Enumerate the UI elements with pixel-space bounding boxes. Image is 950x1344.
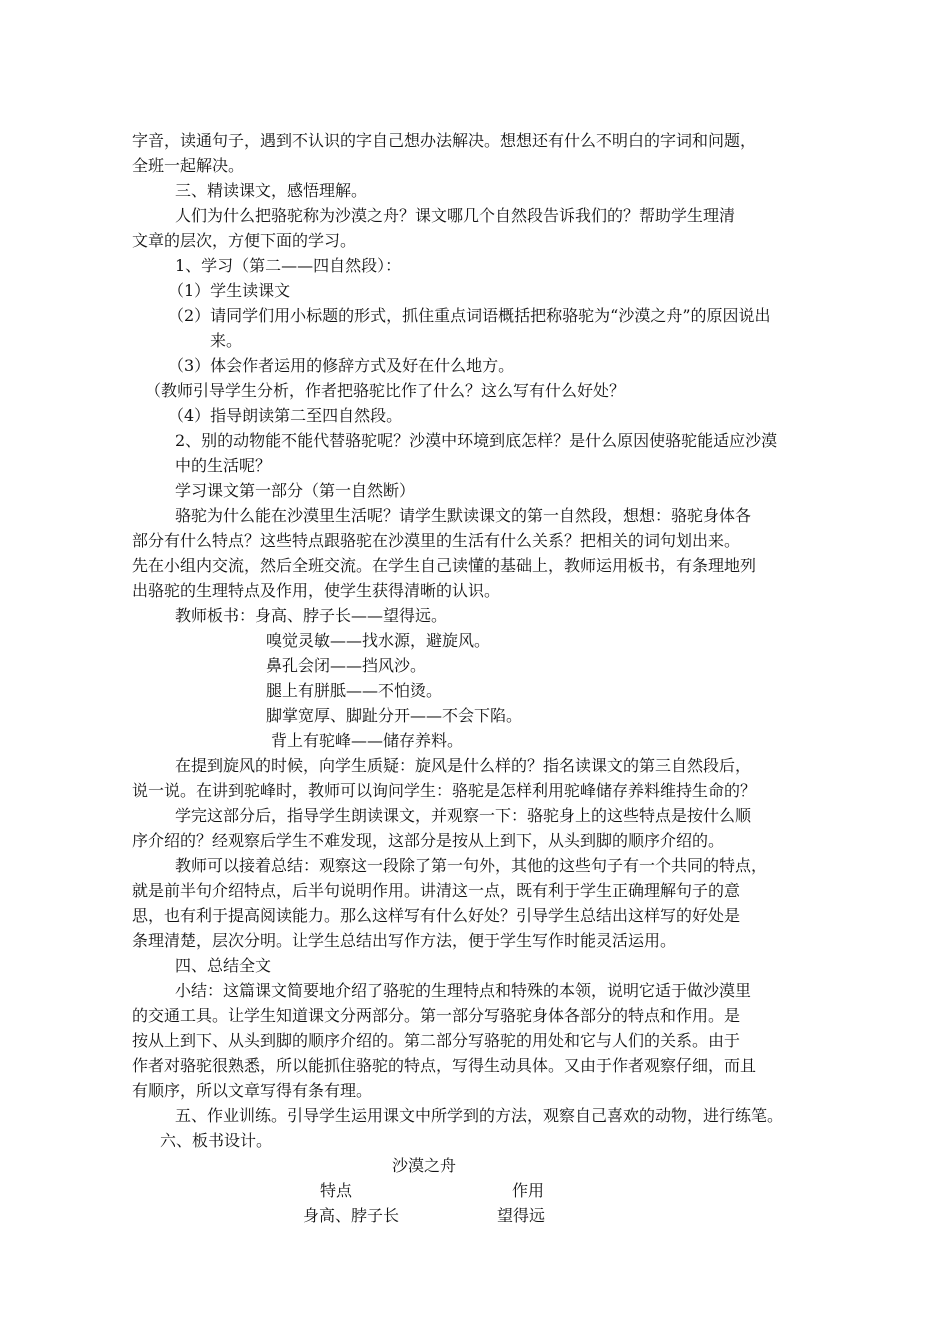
- text-line: （教师引导学生分析，作者把骆驼比作了什么？这么写有什么好处？: [145, 381, 626, 400]
- board-title: 沙漠之舟: [392, 1156, 457, 1175]
- board-line: 教师板书：身高、脖子长——望得远。: [175, 606, 448, 625]
- board-line: 嗅觉灵敏——找水源，避旋风。: [266, 631, 491, 650]
- text-line: 的交通工具。让学生知道课文分两部分。第一部分写骆驼身体各部分的特点和作用。是: [132, 1006, 741, 1025]
- board-line: 鼻孔会闭——挡风沙。: [266, 656, 427, 675]
- board-line: 腿上有胼胝——不怕烫。: [266, 681, 443, 700]
- text-line: 小结：这篇课文简要地介绍了骆驼的生理特点和特殊的本领，说明它适于做沙漠里: [175, 981, 752, 1000]
- text-line: （4）指导朗读第二至四自然段。: [168, 406, 403, 425]
- section-heading: 四、总结全文: [175, 956, 272, 975]
- board-line: 背上有驼峰——储存养料。: [271, 731, 464, 750]
- text-line: 出骆驼的生理特点及作用，使学生获得清晰的认识。: [132, 581, 501, 600]
- text-line: 2、别的动物能不能代替骆驼呢？沙漠中环境到底怎样？是什么原因使骆驼能适应沙漠: [175, 431, 778, 450]
- text-line: 说一说。在讲到驼峰时，教师可以询问学生：骆驼是怎样利用驼峰储存养料维持生命的？: [132, 781, 757, 800]
- text-line: （1）学生读课文: [168, 281, 291, 300]
- text-line: 来。: [210, 331, 243, 350]
- text-line: 1、学习（第二——四自然段）：: [175, 256, 402, 275]
- board-column-header: 特点: [320, 1181, 353, 1200]
- text-line: 按从上到下、从头到脚的顺序介绍的。第二部分写骆驼的用处和它与人们的关系。由于: [132, 1031, 741, 1050]
- text-line: 在提到旋风的时候，向学生质疑：旋风是什么样的？指名读课文的第三自然段后，: [175, 756, 752, 775]
- text-line: 骆驼为什么能在沙漠里生活呢？请学生默读课文的第一自然段，想想：骆驼身体各: [175, 506, 752, 525]
- text-line: 序介绍的？经观察后学生不难发现，这部分是按从上到下，从头到脚的顺序介绍的。: [132, 831, 725, 850]
- text-line: 作者对骆驼很熟悉，所以能抓住骆驼的特点，写得生动具体。又由于作者观察仔细，而且: [132, 1056, 757, 1075]
- text-line: 部分有什么特点？这些特点跟骆驼在沙漠里的生活有什么关系？把相关的词句划出来。: [132, 531, 741, 550]
- text-line: 中的生活呢？: [175, 456, 272, 475]
- section-heading: 六、板书设计。: [160, 1131, 273, 1150]
- board-cell: 身高、脖子长: [303, 1206, 400, 1225]
- text-line: 就是前半句介绍特点，后半句说明作用。讲清这一点，既有利于学生正确理解句子的意: [132, 881, 741, 900]
- text-line: 人们为什么把骆驼称为沙漠之舟？课文哪几个自然段告诉我们的？帮助学生理清: [175, 206, 736, 225]
- text-line: 字音，读通句子，遇到不认识的字自己想办法解决。想想还有什么不明白的字词和问题，: [132, 131, 757, 150]
- board-line: 脚掌宽厚、脚趾分开——不会下陷。: [266, 706, 523, 725]
- section-heading: 五、作业训练。引导学生运用课文中所学到的方法，观察自己喜欢的动物，进行练笔。: [175, 1106, 784, 1125]
- text-line: 文章的层次，方便下面的学习。: [132, 231, 357, 250]
- text-line: 学完这部分后，指导学生朗读课文，并观察一下：骆驼身上的这些特点是按什么顺: [175, 806, 752, 825]
- text-line: 教师可以接着总结：观察这一段除了第一句外，其他的这些句子有一个共同的特点，: [175, 856, 768, 875]
- board-column-header: 作用: [512, 1181, 545, 1200]
- text-line: 学习课文第一部分（第一自然断）: [175, 481, 416, 500]
- text-line: 全班一起解决。: [132, 156, 245, 175]
- text-line: 条理清楚，层次分明。让学生总结出写作方法，便于学生写作时能灵活运用。: [132, 931, 677, 950]
- section-heading: 三、精读课文，感悟理解。: [175, 181, 368, 200]
- text-line: 先在小组内交流，然后全班交流。在学生自己读懂的基础上，教师运用板书，有条理地列: [132, 556, 757, 575]
- board-cell: 望得远: [497, 1206, 546, 1225]
- text-line: （3）体会作者运用的修辞方式及好在什么地方。: [168, 356, 515, 375]
- text-line: 思，也有利于提高阅读能力。那么这样写有什么好处？引导学生总结出这样写的好处是: [132, 906, 741, 925]
- text-line: （2）请同学们用小标题的形式，抓住重点词语概括把称骆驼为“沙漠之舟”的原因说出: [168, 306, 771, 325]
- text-line: 有顺序，所以文章写得有条有理。: [132, 1081, 373, 1100]
